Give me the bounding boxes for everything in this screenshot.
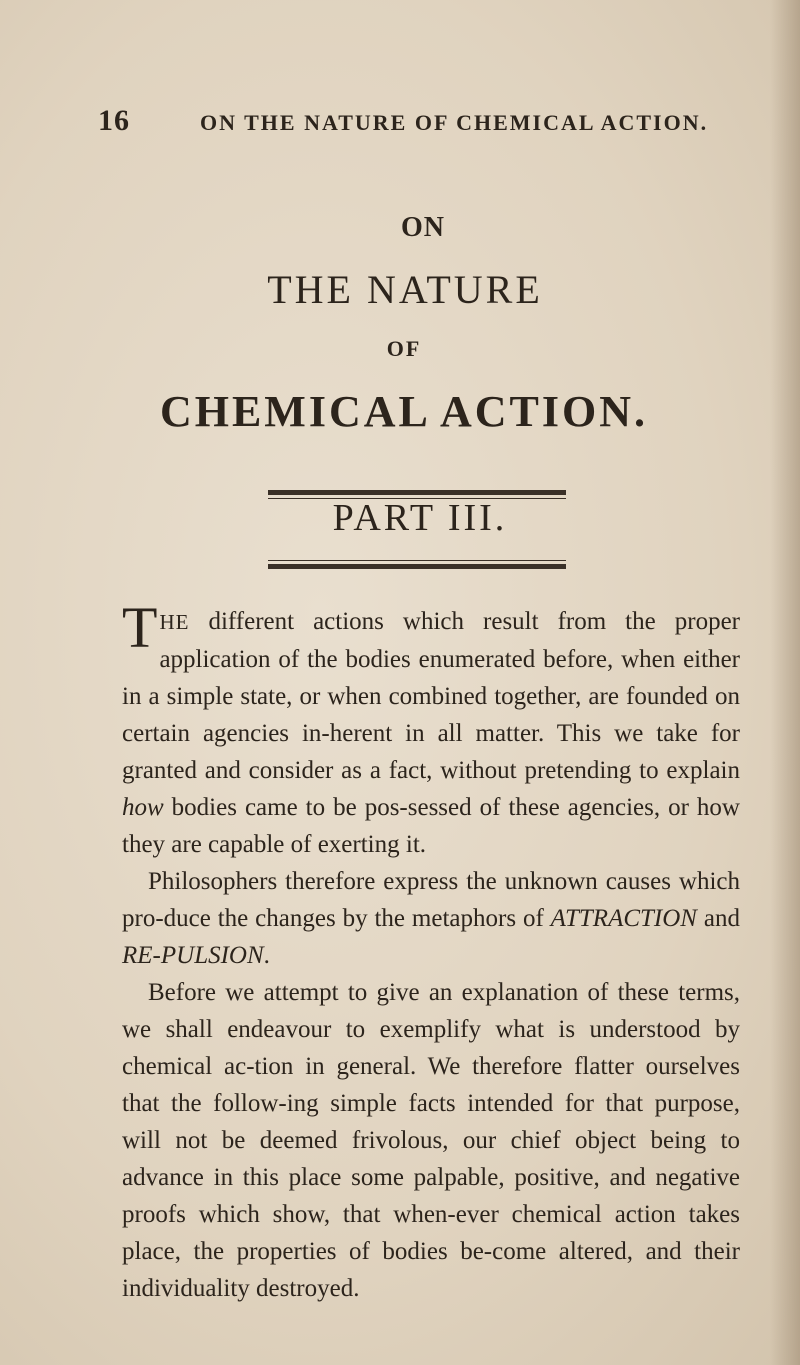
page-number: 16: [98, 104, 130, 137]
term-attraction: ATTRACTION: [550, 905, 697, 932]
paragraph-3: Before we attempt to give an explanation of these terms, we shall endeavour to exemplify what is understood by chemical ac-tion in general. We therefore flatter ourselves that the follow-ing simple facts intended for that purpose, will not be deemed frivolous, our chief object being to advance in this place some palpable, positive, and negative proofs which show, that when-ever chemical action takes place, the properties of bodies be-come altered, and their individuality destroyed.: [122, 979, 740, 1302]
paragraph-1-text-b: bodies came to be pos-sessed of these agencies, or how they are capable of exerting it.: [122, 794, 740, 858]
title-line-chemical-action: CHEMICAL ACTION.: [159, 387, 649, 436]
body-text: [122, 595, 740, 1307]
rule-below-part: [268, 560, 566, 569]
paragraph-2: [122, 863, 740, 974]
title-line-the-nature: THE NATURE: [267, 267, 543, 312]
lead-word-caps: HE: [159, 610, 190, 634]
page-edge-shadow: [770, 0, 800, 1365]
running-title: ON THE NATURE OF CHEMICAL ACTION.: [200, 110, 709, 135]
paragraph-1-text-a: different actions which result from the proper application of the bodies enumerated before, when either in a simple state, or when combined together, are founded on certain agencies in-herent in all matter. This we take for granted and consider as a fact, without pretending to explain: [122, 608, 740, 784]
paragraph-1: [122, 595, 740, 863]
emphasis-how: how: [122, 794, 164, 821]
paragraph-2-text-b: and: [696, 905, 740, 932]
paragraph-2-text-a: Philosophers therefore express the unknown causes which pro-duce the changes by the metaphors of: [122, 868, 740, 932]
part-heading: PART III.: [332, 497, 508, 539]
title-line-of: OF: [386, 336, 422, 361]
title-line-on: ON: [401, 212, 445, 243]
term-repulsion: RE-PULSION: [122, 942, 264, 969]
paragraph-2-text-c: .: [263, 942, 270, 969]
drop-cap: T: [122, 595, 158, 660]
